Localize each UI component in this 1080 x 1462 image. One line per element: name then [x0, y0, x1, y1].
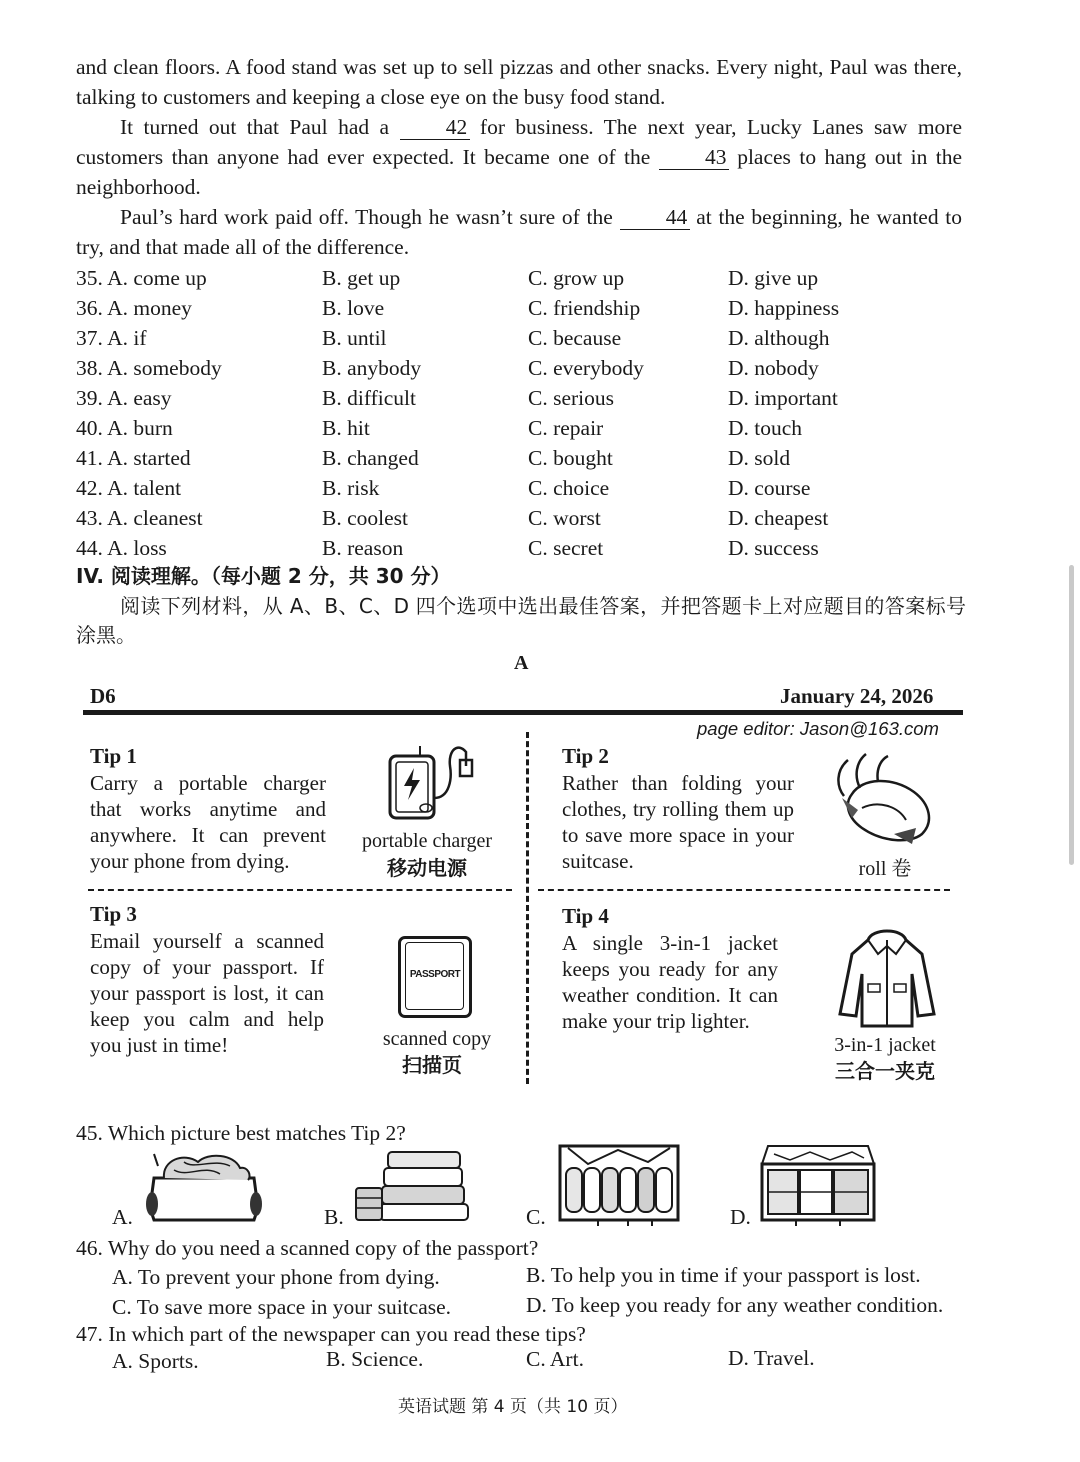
option-45-d-label: D.	[730, 1205, 751, 1229]
choice-35-a: 35. A. come up	[76, 266, 207, 290]
tip-body: Rather than folding your clothes, try rolling them up to save more space in your suitcase.	[562, 771, 794, 873]
question-46-stem: 46. Why do you need a scanned copy of the passport?	[76, 1236, 539, 1260]
choice-42-d: D. course	[728, 476, 811, 500]
choice-40-b: B. hit	[322, 416, 370, 440]
scrollbar[interactable]	[1069, 565, 1074, 865]
passage-text: Paul’s hard work paid off. Though he wasn’t sure of the	[120, 205, 613, 229]
passport-label: PASSPORT	[409, 969, 461, 980]
blank-42: 42	[400, 115, 470, 140]
option-47-d: D. Travel.	[728, 1346, 815, 1370]
folded-clothes-suitcase-image	[760, 1144, 878, 1226]
option-47-a: A. Sports.	[112, 1349, 199, 1373]
choice-39-c: C. serious	[528, 386, 614, 410]
choice-40-a: 40. A. burn	[76, 416, 173, 440]
tip-title: Tip 3	[90, 902, 137, 926]
choice-43-c: C. worst	[528, 506, 601, 530]
tip-caption: 3-in-1 jacket	[834, 1034, 936, 1056]
choice-43-a: 43. A. cleanest	[76, 506, 203, 530]
choice-37-b: B. until	[322, 326, 387, 350]
choice-41-a: 41. A. started	[76, 446, 191, 470]
horizontal-divider-right	[538, 889, 950, 891]
choice-38-c: C. everybody	[528, 356, 644, 380]
tip-body: Email yourself a scanned copy of your passport. If your passport is lost, it can keep you calm and help you just in time!	[90, 929, 324, 1057]
choice-39-b: B. difficult	[322, 386, 416, 410]
tip-body: Carry a portable charger that works anytime and anywhere. It can prevent your phone from dying.	[90, 771, 326, 873]
rolling-clothes-icon	[822, 748, 942, 848]
rolled-clothes-image	[558, 1144, 680, 1226]
page-editor: page editor: Jason@163.com	[697, 718, 939, 739]
question-45-stem: 45. Which picture best matches Tip 2?	[76, 1121, 406, 1145]
tip-caption-cn: 移动电源	[387, 856, 467, 880]
choice-36-b: B. love	[322, 296, 385, 320]
choice-44-d: D. success	[728, 536, 819, 560]
passage-text: and clean floors. A food stand was set up to sell pizzas and other snacks. Every night, Paul was there, talking to customers and keeping a close eye on the busy food stand.	[76, 55, 962, 109]
page-footer: 英语试题 第 4 页（共 10 页）	[398, 1397, 628, 1417]
passage-paragraph-1	[76, 52, 962, 112]
choice-35-b: B. get up	[322, 266, 401, 290]
jacket-icon	[832, 924, 942, 1034]
choice-39-a: 39. A. easy	[76, 386, 172, 410]
option-46-b: B. To help you in time if your passport is lost.	[526, 1263, 921, 1287]
choice-43-d: D. cheapest	[728, 506, 829, 530]
tip-caption-cn: 扫描页	[402, 1053, 462, 1077]
choice-41-d: D. sold	[728, 446, 791, 470]
passage-paragraph-2	[76, 112, 962, 202]
choice-42-a: 42. A. talent	[76, 476, 182, 500]
choice-44-a: 44. A. loss	[76, 536, 167, 560]
passport-icon	[398, 936, 472, 1018]
option-45-c-label: C.	[526, 1205, 546, 1229]
choice-38-b: B. anybody	[322, 356, 422, 380]
option-46-a: A. To prevent your phone from dying.	[112, 1265, 440, 1289]
option-46-c: C. To save more space in your suitcase.	[112, 1295, 452, 1319]
option-45-a-label: A.	[112, 1205, 133, 1229]
vertical-divider	[526, 732, 529, 1084]
choice-41-b: B. changed	[322, 446, 419, 470]
tip-title: Tip 4	[562, 904, 609, 928]
blank-43: 43	[659, 145, 729, 170]
choice-37-a: 37. A. if	[76, 326, 147, 350]
option-47-b: B. Science.	[326, 1347, 424, 1371]
tip-caption: scanned copy	[382, 1028, 492, 1050]
choice-38-d: D. nobody	[728, 356, 819, 380]
tip-caption-cn: 三合一夹克	[835, 1059, 935, 1083]
choice-36-c: C. friendship	[528, 296, 641, 320]
option-47-c: C. Art.	[526, 1347, 584, 1371]
question-47-stem: 47. In which part of the newspaper can you read these tips?	[76, 1322, 586, 1346]
choice-40-c: C. repair	[528, 416, 604, 440]
passage-text: for business. The next year, Lucky Lanes saw more customers than anyone had ever expected. It became one of the	[76, 115, 962, 169]
portable-charger-icon	[380, 738, 480, 828]
option-45-b-label: B.	[324, 1205, 344, 1229]
choice-39-d: D. important	[728, 386, 838, 410]
tip-title: Tip 2	[562, 744, 609, 768]
horizontal-divider-left	[88, 889, 512, 891]
choice-37-c: C. because	[528, 326, 622, 350]
choice-42-c: C. choice	[528, 476, 610, 500]
choice-42-b: B. risk	[322, 476, 380, 500]
blank-44: 44	[620, 205, 690, 230]
choice-44-b: B. reason	[322, 536, 404, 560]
passage-text: places to hang out in the neighborhood.	[76, 145, 963, 199]
stacked-clothes-image	[352, 1146, 472, 1226]
choice-36-a: 36. A. money	[76, 296, 192, 320]
newspaper-date: January 24, 2026	[780, 684, 934, 708]
page-id: D6	[90, 684, 116, 708]
header-rule	[83, 710, 963, 715]
section-instruction: 阅读下列材料，从 A、B、C、D 四个选项中选出最佳答案，并把答题卡上对应题目的答案标号涂黑。	[76, 594, 966, 647]
tip-title: Tip 1	[90, 744, 137, 768]
choice-36-d: D. happiness	[728, 296, 840, 320]
tip-caption: roll 卷	[858, 858, 912, 880]
choice-40-d: D. touch	[728, 416, 803, 440]
part-letter: A	[514, 652, 529, 674]
passage-paragraph-3	[76, 202, 962, 262]
choice-37-d: D. although	[728, 326, 830, 350]
choice-35-c: C. grow up	[528, 266, 625, 290]
choice-35-d: D. give up	[728, 266, 819, 290]
passage-text: It turned out that Paul had a	[120, 115, 390, 139]
choice-44-c: C. secret	[528, 536, 604, 560]
choice-43-b: B. coolest	[322, 506, 408, 530]
messy-suitcase-image	[144, 1148, 264, 1228]
tip-caption: portable charger	[361, 830, 493, 852]
section-heading: IV. 阅读理解。（每小题 2 分，共 30 分）	[76, 564, 451, 588]
choice-38-a: 38. A. somebody	[76, 356, 222, 380]
option-46-d: D. To keep you ready for any weather condition.	[526, 1293, 944, 1317]
tip-body: A single 3-in-1 jacket keeps you ready for any weather condition. It can make your trip lighter.	[562, 931, 778, 1033]
choice-41-c: C. bought	[528, 446, 613, 470]
passage-text: at the beginning, he wanted to try, and that made all of the difference.	[76, 205, 963, 259]
